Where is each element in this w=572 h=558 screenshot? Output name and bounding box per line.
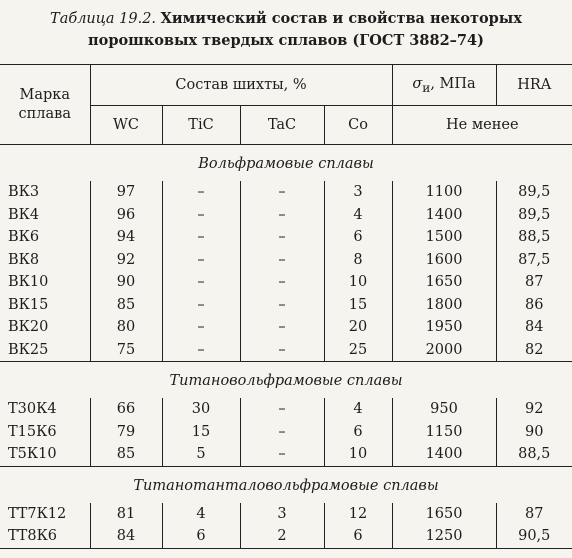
- caption-line-1: [0, 8, 572, 30]
- header-tic: TiC: [162, 106, 240, 145]
- cell-hra: 87: [525, 274, 544, 290]
- cell-wc: 80: [90, 316, 162, 339]
- cell-hra: 90: [525, 423, 544, 440]
- cell-sigma: 1400: [392, 204, 496, 227]
- cell-hra: 84: [525, 319, 544, 335]
- header-wc: WC: [90, 106, 162, 145]
- cell-wc: 94: [90, 226, 162, 249]
- header-hra: HRA: [496, 65, 572, 106]
- table-row: [0, 525, 572, 548]
- section-header-row: [0, 362, 572, 399]
- table-row: [0, 249, 572, 272]
- cell-hra: 89,5: [518, 184, 551, 200]
- section-title: Титановольфрамовые сплавы: [169, 373, 403, 389]
- cell-sigma: 1400: [392, 443, 496, 466]
- section-title: Титанотанталовольфрамовые сплавы: [133, 477, 439, 494]
- table-row: [0, 181, 572, 204]
- cell-co: 6: [324, 421, 392, 444]
- header-marka-line-2: сплава: [18, 105, 71, 122]
- cell-co: 6: [324, 525, 392, 548]
- cell-tic: 30: [162, 398, 240, 421]
- table-row: [0, 294, 572, 317]
- cell-tic: –: [162, 204, 240, 227]
- cell-tac: –: [240, 443, 324, 466]
- caption-title-line-1: Химический состав и свойства некоторых: [160, 10, 522, 27]
- cell-co: 25: [324, 339, 392, 362]
- cell-wc: 75: [90, 339, 162, 362]
- cell-tac: –: [240, 316, 324, 339]
- cell-sigma: 2000: [392, 339, 496, 362]
- cell-co: 10: [324, 443, 392, 466]
- header-sigma: [392, 65, 496, 106]
- cell-name: Т5К10: [0, 443, 90, 466]
- header-ne-menee: Не менее: [392, 106, 572, 145]
- cell-tac: –: [240, 398, 324, 421]
- cell-wc: 96: [90, 204, 162, 227]
- cell-tic: –: [162, 339, 240, 362]
- cell-wc: 84: [90, 525, 162, 548]
- table-row: [0, 204, 572, 227]
- cell-tic: –: [162, 181, 240, 204]
- cell-tic: 15: [162, 421, 240, 444]
- cell-co: 12: [324, 503, 392, 526]
- header-co: Co: [324, 106, 392, 145]
- table-row: [0, 339, 572, 362]
- section-header-row: [0, 466, 572, 503]
- cell-co: 8: [324, 249, 392, 272]
- cell-sigma: 1250: [392, 525, 496, 548]
- cell-tic: –: [162, 226, 240, 249]
- cell-wc: 79: [90, 421, 162, 444]
- table-row: [0, 503, 572, 526]
- cell-sigma: 1150: [392, 421, 496, 444]
- table-caption: [0, 8, 572, 51]
- cell-sigma: 1950: [392, 316, 496, 339]
- cell-tac: –: [240, 249, 324, 272]
- cell-wc: 92: [90, 249, 162, 272]
- alloy-table: [0, 64, 572, 549]
- cell-name: ВК20: [0, 316, 90, 339]
- cell-tic: –: [162, 249, 240, 272]
- header-sigma-symbol: σ: [412, 75, 423, 92]
- header-sigma-unit: , МПа: [430, 75, 476, 92]
- cell-tac: –: [240, 181, 324, 204]
- cell-tac: –: [240, 204, 324, 227]
- cell-name: ВК25: [0, 339, 90, 362]
- cell-name: ТТ7К12: [0, 503, 90, 526]
- cell-wc: 85: [90, 443, 162, 466]
- table-row: [0, 421, 572, 444]
- cell-sigma: 1800: [392, 294, 496, 317]
- cell-tac: 2: [240, 525, 324, 548]
- cell-co: 6: [324, 226, 392, 249]
- cell-tic: –: [162, 271, 240, 294]
- table-row: [0, 316, 572, 339]
- table-row: [0, 271, 572, 294]
- header-sigma-sub: и: [422, 80, 431, 95]
- cell-co: 4: [324, 204, 392, 227]
- cell-co: 4: [324, 398, 392, 421]
- table-body: [0, 145, 572, 549]
- cell-tac: –: [240, 421, 324, 444]
- caption-title-line-2: порошковых твердых сплавов (ГОСТ 3882–74): [88, 32, 484, 49]
- cell-sigma: 1100: [392, 181, 496, 204]
- cell-co: 20: [324, 316, 392, 339]
- cell-tac: –: [240, 294, 324, 317]
- cell-name: ВК3: [0, 181, 90, 204]
- cell-name: ВК15: [0, 294, 90, 317]
- cell-hra: 89,5: [518, 206, 551, 223]
- cell-name: ВК4: [0, 204, 90, 227]
- cell-tic: –: [162, 316, 240, 339]
- cell-wc: 85: [90, 294, 162, 317]
- table-row: [0, 443, 572, 466]
- header-marka-line-1: Марка: [19, 86, 70, 103]
- cell-tac: 3: [240, 503, 324, 526]
- cell-hra: 87: [525, 505, 544, 522]
- cell-name: Т30К4: [0, 398, 90, 421]
- cell-name: Т15К6: [0, 421, 90, 444]
- cell-tac: –: [240, 271, 324, 294]
- caption-number: Таблица 19.2.: [50, 11, 157, 27]
- cell-tic: –: [162, 294, 240, 317]
- cell-sigma: 950: [392, 398, 496, 421]
- cell-tic: 5: [162, 443, 240, 466]
- header-sostav: Состав шихты, %: [90, 65, 392, 106]
- cell-wc: 66: [90, 398, 162, 421]
- table-row: [0, 398, 572, 421]
- cell-sigma: 1600: [392, 249, 496, 272]
- cell-wc: 90: [90, 271, 162, 294]
- cell-name: ВК8: [0, 249, 90, 272]
- cell-hra: 88,5: [518, 229, 551, 245]
- cell-name: ВК6: [0, 226, 90, 249]
- cell-hra: 92: [525, 401, 544, 417]
- cell-hra: 86: [525, 296, 544, 313]
- cell-co: 15: [324, 294, 392, 317]
- header-tac: TaC: [240, 106, 324, 145]
- cell-name: ТТ8К6: [0, 525, 90, 548]
- section-title: Вольфрамовые сплавы: [198, 156, 374, 172]
- section-header-row: [0, 145, 572, 182]
- cell-tac: –: [240, 226, 324, 249]
- cell-tic: 6: [162, 525, 240, 548]
- cell-sigma: 1500: [392, 226, 496, 249]
- cell-co: 3: [324, 181, 392, 204]
- cell-tic: 4: [162, 503, 240, 526]
- cell-co: 10: [324, 271, 392, 294]
- cell-wc: 81: [90, 503, 162, 526]
- cell-hra: 87,5: [518, 251, 551, 268]
- cell-hra: 90,5: [496, 525, 572, 548]
- cell-tac: –: [240, 339, 324, 362]
- cell-hra: 88,5: [496, 443, 572, 466]
- cell-hra: 82: [496, 339, 572, 362]
- cell-wc: 97: [90, 181, 162, 204]
- cell-sigma: 1650: [392, 503, 496, 526]
- table-row: [0, 226, 572, 249]
- table-header: [0, 65, 572, 145]
- cell-sigma: 1650: [392, 271, 496, 294]
- header-marka: [0, 65, 90, 145]
- cell-name: ВК10: [0, 271, 90, 294]
